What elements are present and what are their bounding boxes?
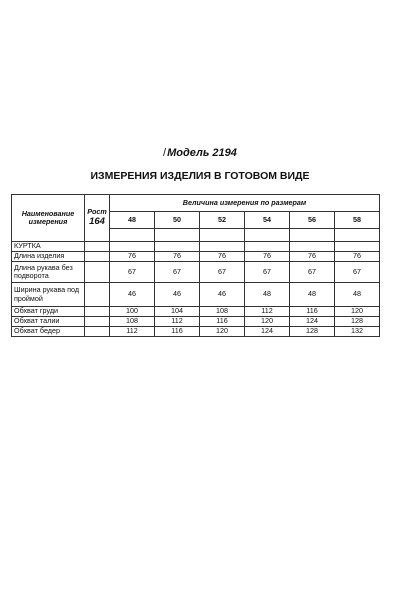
height-label: Рост: [87, 207, 107, 217]
measurement-table: [11, 194, 380, 337]
value-cell: 120: [200, 327, 245, 337]
value-cell: 128: [290, 327, 335, 337]
empty-cell: [85, 307, 110, 317]
value-cell: 67: [245, 262, 290, 283]
row-label: Обхват груди: [12, 307, 85, 317]
table-row: [12, 252, 380, 262]
value-cell: 67: [290, 262, 335, 283]
size-header-cell: 50: [155, 212, 200, 229]
empty-cell: [85, 262, 110, 283]
table-row: [12, 242, 380, 252]
document-heading: ИЗМЕРЕНИЯ ИЗДЕЛИЯ В ГОТОВОМ ВИДЕ: [90, 170, 310, 182]
empty-cell: [335, 229, 380, 242]
value-cell: 67: [335, 262, 380, 283]
empty-cell: [85, 317, 110, 327]
value-cell: 108: [110, 317, 155, 327]
value-cell: 112: [110, 327, 155, 337]
section-label: КУРТКА: [12, 242, 85, 252]
value-cell: 48: [335, 283, 380, 307]
empty-cell: [110, 229, 155, 242]
tick-mark-icon: /: [163, 147, 167, 159]
value-cell: 124: [290, 317, 335, 327]
value-cell: 128: [335, 317, 380, 327]
empty-cell: [200, 229, 245, 242]
empty-cell: [155, 229, 200, 242]
empty-cell: [245, 229, 290, 242]
empty-cell: [290, 242, 335, 252]
value-cell: 76: [155, 252, 200, 262]
value-cell: 67: [200, 262, 245, 283]
value-cell: 132: [335, 327, 380, 337]
table-row: [12, 307, 380, 317]
size-header-cell: 52: [200, 212, 245, 229]
size-header-cell: 58: [335, 212, 380, 229]
row-label: Обхват талии: [12, 317, 85, 327]
value-cell: 67: [155, 262, 200, 283]
empty-cell: [85, 242, 110, 252]
value-cell: 46: [200, 283, 245, 307]
table-row: [12, 262, 380, 283]
value-cell: 116: [200, 317, 245, 327]
row-label: Обхват бедер: [12, 327, 85, 337]
value-cell: 76: [335, 252, 380, 262]
value-cell: 76: [200, 252, 245, 262]
model-label: Модель 2194: [167, 147, 237, 159]
value-cell: 104: [155, 307, 200, 317]
empty-cell: [335, 242, 380, 252]
value-cell: 100: [110, 307, 155, 317]
empty-cell: [155, 242, 200, 252]
empty-cell: [85, 327, 110, 337]
value-cell: 112: [155, 317, 200, 327]
empty-cell: [85, 283, 110, 307]
value-cell: 76: [245, 252, 290, 262]
height-value: 164: [89, 215, 105, 227]
value-cell: 76: [290, 252, 335, 262]
value-cell: 46: [110, 283, 155, 307]
value-cell: 116: [290, 307, 335, 317]
row-label: Ширина рукава под проймой: [12, 283, 85, 307]
empty-cell: [200, 242, 245, 252]
row-label: Длина рукава без подворота: [12, 262, 85, 283]
value-cell: 48: [290, 283, 335, 307]
empty-cell: [290, 229, 335, 242]
model-title: [163, 147, 237, 159]
size-range-header: Величина измерения по размерам: [110, 195, 380, 212]
measurement-name-header: Наименование измерения: [12, 195, 85, 242]
empty-cell: [245, 242, 290, 252]
value-cell: 120: [245, 317, 290, 327]
row-label: Длина изделия: [12, 252, 85, 262]
value-cell: 112: [245, 307, 290, 317]
table-row: [12, 327, 380, 337]
value-cell: 46: [155, 283, 200, 307]
value-cell: 67: [110, 262, 155, 283]
empty-cell: [110, 242, 155, 252]
value-cell: 116: [155, 327, 200, 337]
value-cell: 108: [200, 307, 245, 317]
table-row: [12, 283, 380, 307]
value-cell: 76: [110, 252, 155, 262]
height-header: [85, 195, 110, 242]
size-header-cell: 48: [110, 212, 155, 229]
table-row: [12, 317, 380, 327]
size-header-cell: 54: [245, 212, 290, 229]
value-cell: 48: [245, 283, 290, 307]
value-cell: 124: [245, 327, 290, 337]
empty-cell: [85, 252, 110, 262]
size-header-cell: 56: [290, 212, 335, 229]
value-cell: 120: [335, 307, 380, 317]
